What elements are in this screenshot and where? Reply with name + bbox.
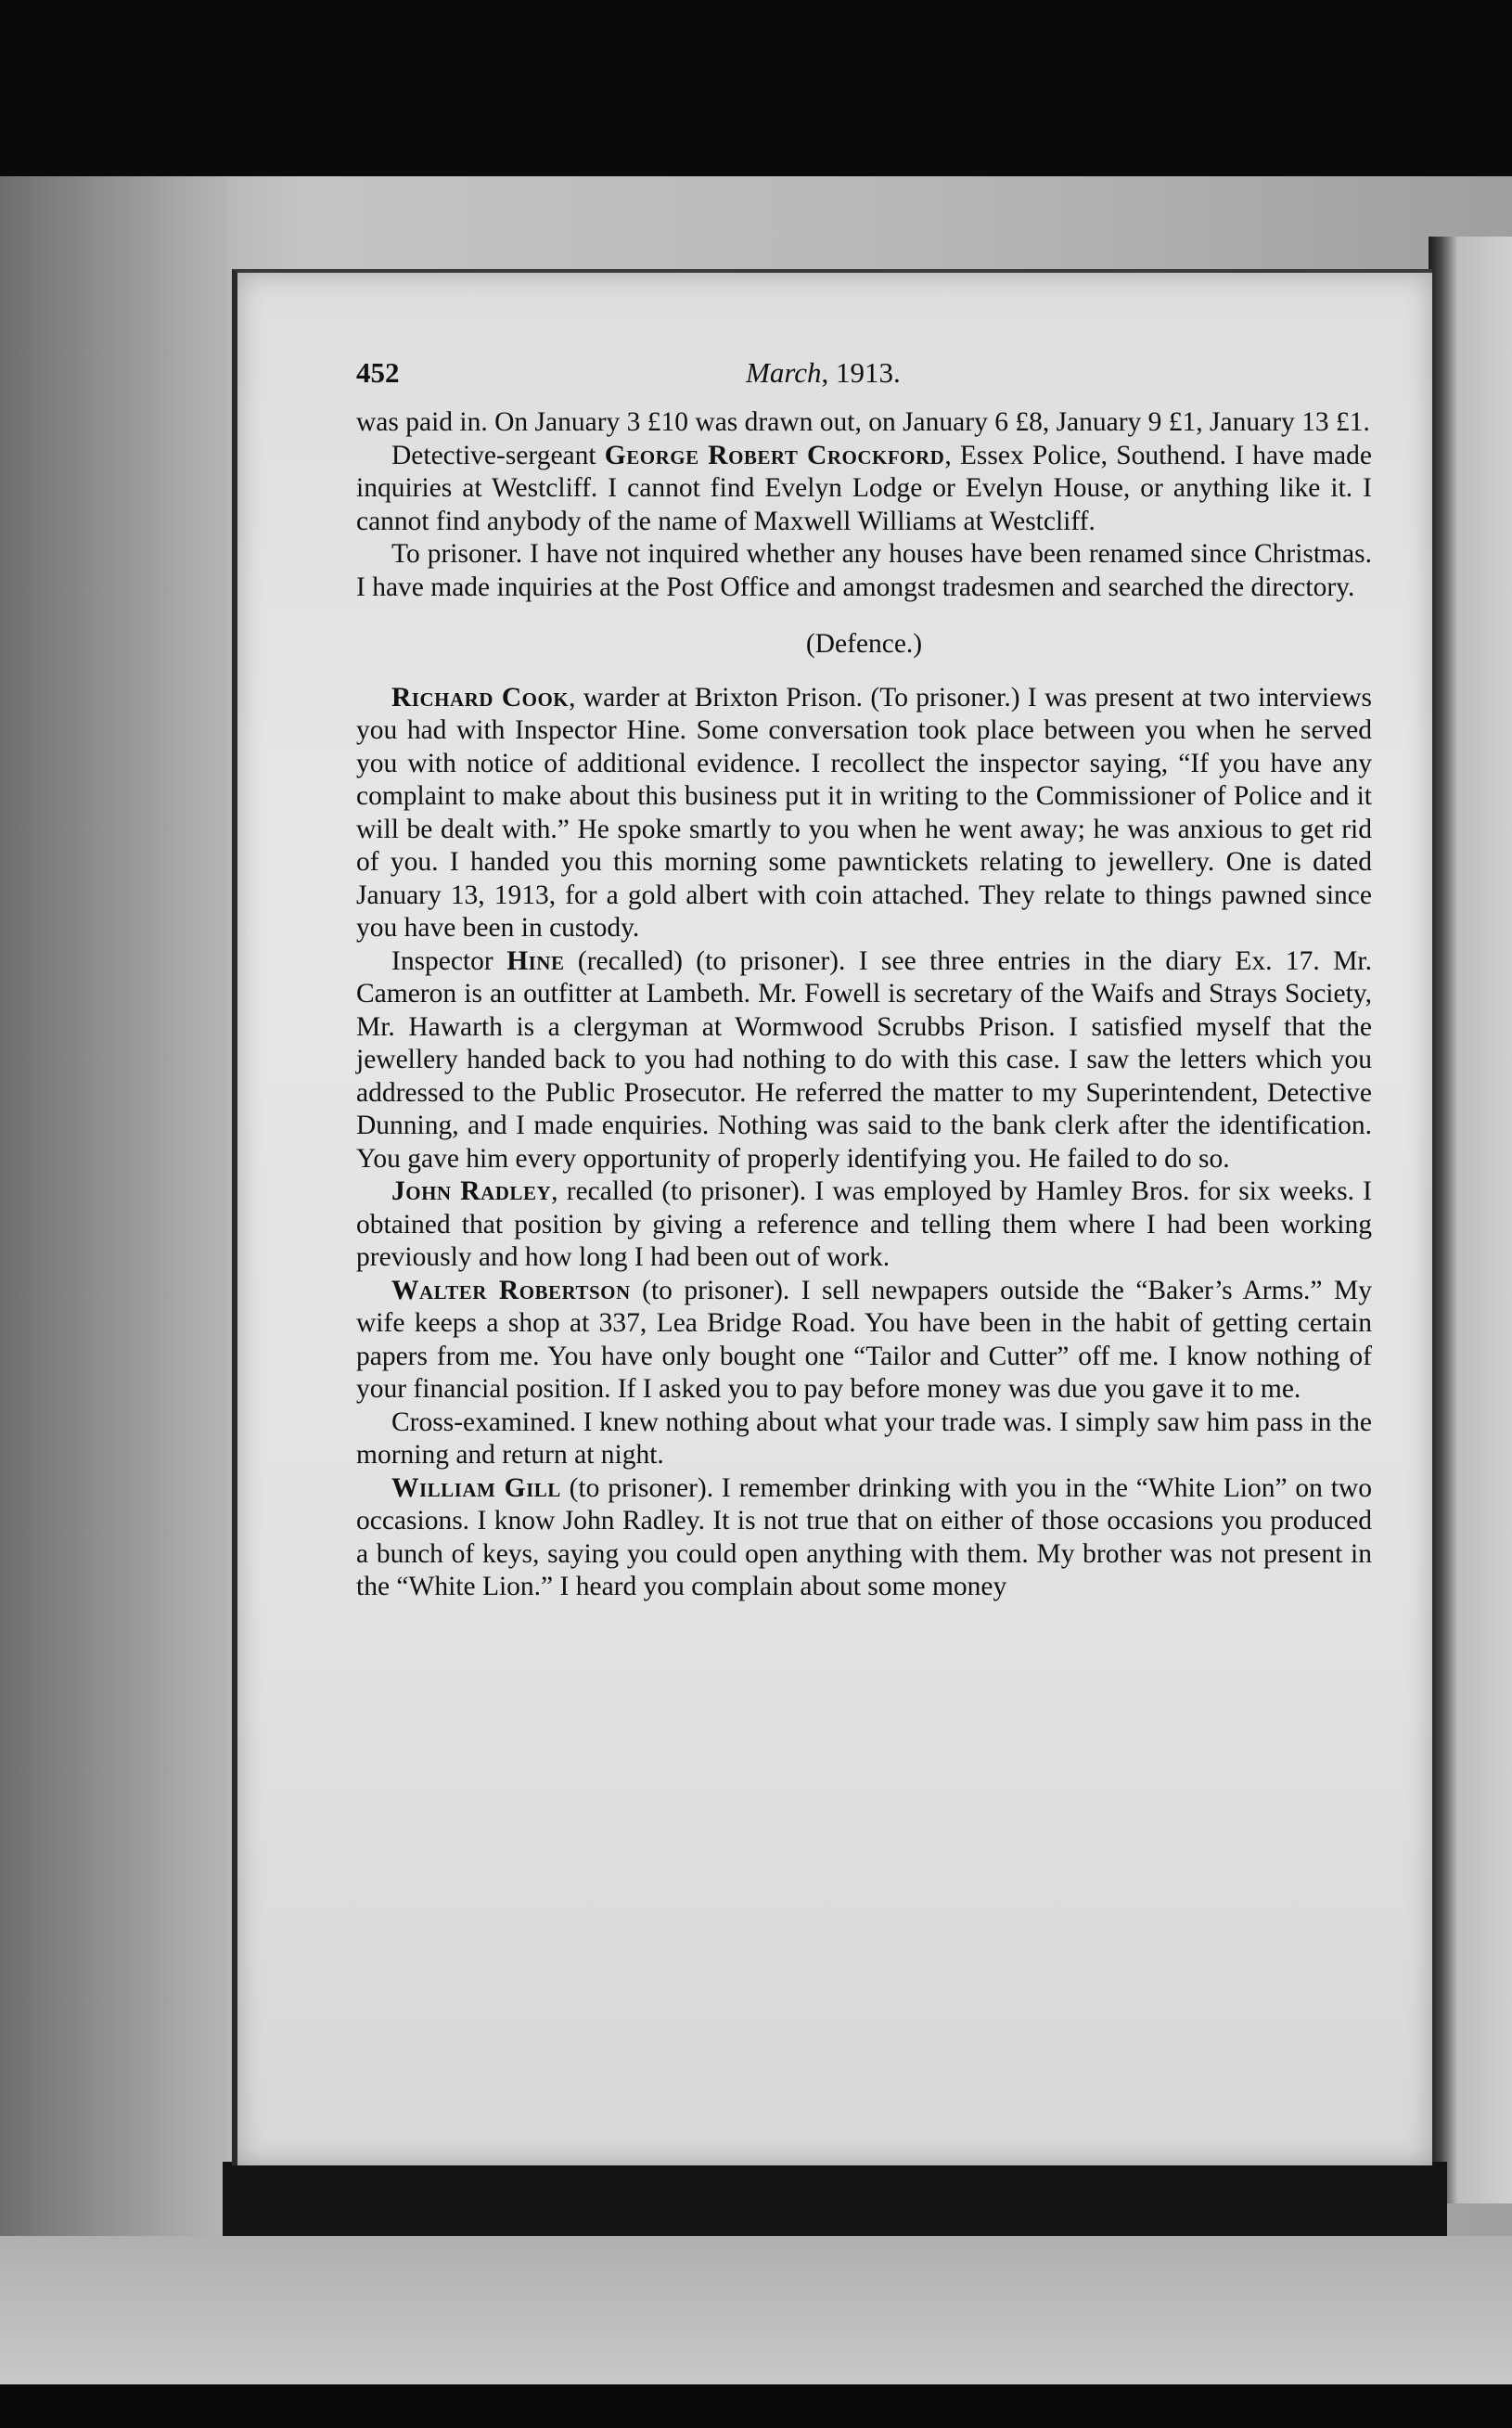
witness-name-crockford: George Robert Crockford — [604, 440, 945, 470]
witness-name-robertson: Walter Robertson — [391, 1275, 631, 1305]
right-page-edge — [1429, 237, 1512, 2203]
paragraph-gill — [356, 1472, 1372, 1604]
paragraph-cook — [356, 682, 1372, 945]
running-head — [746, 356, 901, 390]
witness-name-gill: William Gill — [391, 1472, 561, 1503]
page-content — [356, 356, 1372, 1604]
robertson-text: (to prisoner). I sell newpapers outside the “Baker’s Arms.” My wife keeps a shop at 337, Lea Bridge Road. You have been in the habit of getting certain papers from me. You have only bought one “Tailor and Cutter” off me. I know nothing of your financial position. If I asked you to pay before money was due you gave it to me. — [356, 1275, 1372, 1404]
paragraph-to-prisoner: To prisoner. I have not inquired whether any houses have been renamed since Christmas. I have made inquiries at the Post Office and amongst tradesmen and searched the directory. — [356, 539, 1372, 602]
paragraph-crockford — [356, 440, 1372, 539]
book-page — [232, 269, 1432, 2165]
gill-text: (to prisoner). I remember drinking with you in the “White Lion” on two occasions. I know John Radley. It is not true that on either of those occasions you produced a bunch of keys, saying you could open anything with them. My brother was not present in the “White Lion.” I heard you complain about some money — [356, 1472, 1372, 1601]
paragraph-cross-examined: Cross-examined. I knew nothing about what your trade was. I simply saw him pass in the morning and return at night. — [356, 1407, 1372, 1470]
radley-text: , recalled (to prisoner). I was employed by Hamley Bros. for six weeks. I obtained that position by giving a reference and telling them where I had been working previously and how long I had been out of work. — [356, 1176, 1372, 1272]
book-bottom-shadow — [223, 2162, 1447, 2236]
witness-name-radley: John Radley — [391, 1176, 552, 1206]
paragraph-robertson — [356, 1275, 1372, 1407]
cook-text: , warder at Brixton Prison. (To prisoner.) I was present at two interviews you had with Inspector Hine. Some conversation took place between you when he served you with notice of additional evidence. I recollect the inspector saying, “If you have any complaint to make about this business put it in writing to the Commissioner of Police and it will be dealt with.” He spoke smartly to you when he went away; he was anxious to get rid of you. I handed you this morning some pawntickets relating to jewellery. One is dated January 13, 1913, for a gold albert with coin attached. They relate to things pawned since you have been in custody. — [356, 682, 1372, 943]
crockford-prefix: Detective-sergeant — [391, 440, 605, 470]
page-number: 452 — [356, 356, 400, 389]
paragraph-1: was paid in. On January 3 £10 was drawn out, on January 6 £8, January 9 £1, January 13 £1. — [356, 407, 1370, 437]
hine-prefix: Inspector — [391, 945, 507, 976]
bottom-film-area — [0, 2236, 1512, 2384]
witness-name-hine: Hine — [506, 945, 565, 976]
paragraph-radley — [356, 1175, 1372, 1275]
defence-heading: (Defence.) — [805, 629, 923, 659]
witness-name-cook: Richard Cook — [391, 682, 570, 713]
left-page-edge — [0, 176, 227, 2384]
crockford-text: , Essex Police, Southend. I have made inquiries at Westcliff. I cannot find Evelyn Lodge or Evelyn House, or anything like it. I cannot find anybody of the name of Maxwell Williams at Westcliff. — [356, 440, 1372, 536]
paragraph-hine — [356, 945, 1372, 1176]
hine-text: (recalled) (to prisoner). I see three entries in the diary Ex. 17. Mr. Cameron is an outfitter at Lambeth. Mr. Fowell is secretary of the Waifs and Strays Society, Mr. Hawarth is a clergyman at Wormwood Scrubbs Prison. I satisfied myself that the jewellery handed back to you had nothing to do with this case. I saw the letters which you addressed to the Public Prosecutor. He referred the matter to my Superintendent, Detective Dunning, and I made enquiries. Nothing was said to the bank clerk after the identification. You gave him every opportunity of properly identifying you. He failed to do so. — [356, 945, 1373, 1174]
running-head-year: , 1913. — [821, 356, 901, 389]
page-header — [356, 356, 1372, 403]
running-head-month: March — [746, 356, 822, 389]
